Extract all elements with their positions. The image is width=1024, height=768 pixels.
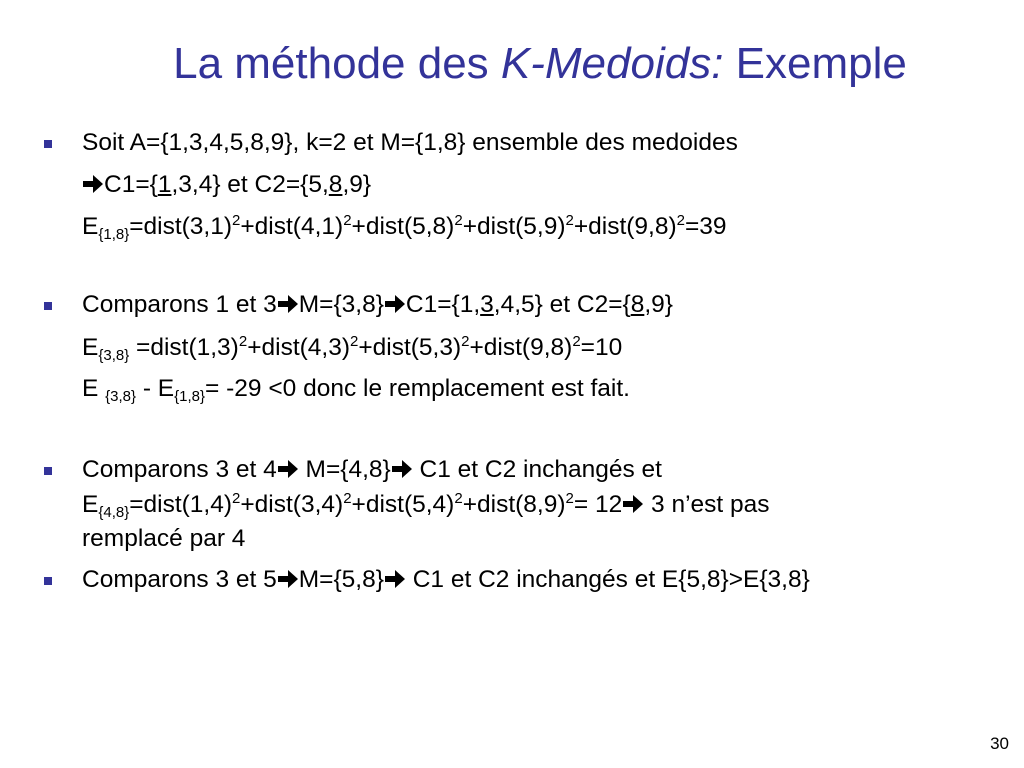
title-text-2: Exemple bbox=[723, 39, 907, 88]
superscript: 2 bbox=[350, 333, 359, 350]
right-arrow-icon bbox=[391, 458, 413, 480]
text: E bbox=[82, 213, 99, 240]
bullet-icon bbox=[44, 302, 52, 310]
underlined-medoid: 1 bbox=[157, 171, 172, 198]
text: = -29 <0 donc le remplacement est fait. bbox=[205, 375, 630, 402]
bullet-1-line-1: Soit A={1,3,4,5,8,9}, k=2 et M={1,8} ensemble des medoides bbox=[82, 129, 738, 156]
bullet-3-line-2 bbox=[82, 490, 770, 520]
superscript: 2 bbox=[238, 333, 248, 350]
bullet-icon bbox=[44, 467, 52, 475]
bullet-2-line-2 bbox=[82, 333, 622, 363]
text: +dist(4,3) bbox=[247, 334, 350, 361]
superscript: 2 bbox=[343, 212, 352, 229]
text: +dist(5,8) bbox=[351, 213, 455, 240]
text: Comparons 3 et 5 bbox=[82, 566, 277, 593]
text: +dist(8,9) bbox=[462, 491, 566, 518]
text: =10 bbox=[580, 334, 623, 361]
superscript: 2 bbox=[232, 212, 241, 229]
superscript: 2 bbox=[565, 212, 574, 229]
subscript: {1,8} bbox=[98, 226, 130, 243]
subscript: {4,8} bbox=[98, 504, 130, 521]
text: ,3,4} et C2={5, bbox=[171, 171, 329, 198]
bullet-4-line-1 bbox=[82, 565, 810, 595]
right-arrow-icon bbox=[384, 293, 406, 315]
text: - E bbox=[136, 375, 175, 402]
underlined-medoid: 3 bbox=[480, 291, 494, 318]
text: =dist(1,4) bbox=[129, 491, 233, 518]
superscript: 2 bbox=[343, 490, 352, 507]
right-arrow-icon bbox=[82, 173, 104, 195]
text: =dist(3,1) bbox=[129, 213, 233, 240]
bullet-1-line-2 bbox=[82, 170, 371, 200]
text: E bbox=[82, 491, 99, 518]
bullet-icon bbox=[44, 577, 52, 585]
text: +dist(5,3) bbox=[358, 334, 462, 361]
subscript: {3,8} bbox=[105, 388, 137, 405]
right-arrow-icon bbox=[384, 568, 406, 590]
superscript: 2 bbox=[676, 212, 685, 229]
text: +dist(3,4) bbox=[240, 491, 344, 518]
text: M={4,8} bbox=[298, 456, 391, 483]
title-text-1: La méthode des bbox=[173, 39, 501, 88]
bullet-3-line-3: remplacé par 4 bbox=[82, 525, 246, 552]
text: C1 et C2 inchangés et bbox=[412, 456, 662, 483]
superscript: 2 bbox=[565, 490, 574, 507]
superscript: 2 bbox=[461, 333, 470, 350]
text: +dist(9,8) bbox=[573, 213, 677, 240]
bullet-icon bbox=[44, 140, 52, 148]
text: +dist(4,1) bbox=[240, 213, 344, 240]
bullet-1-line-3 bbox=[82, 212, 727, 242]
text: =dist(1,3) bbox=[129, 334, 239, 361]
subscript: {1,8} bbox=[174, 388, 206, 405]
text: E bbox=[82, 334, 99, 361]
text: ,9} bbox=[342, 171, 372, 198]
superscript: 2 bbox=[454, 490, 463, 507]
text: = 12 bbox=[573, 491, 623, 518]
text: C1={1, bbox=[405, 291, 481, 318]
title-text-italic: K-Medoids: bbox=[500, 39, 724, 88]
superscript: 2 bbox=[232, 490, 241, 507]
text: E bbox=[82, 375, 106, 402]
text: +dist(5,4) bbox=[351, 491, 455, 518]
text: Comparons 3 et 4 bbox=[82, 456, 277, 483]
text: +dist(5,9) bbox=[462, 213, 566, 240]
bullet-2-line-3 bbox=[82, 374, 630, 404]
text: Comparons 1 et 3 bbox=[82, 291, 277, 318]
underlined-medoid: 8 bbox=[328, 171, 343, 198]
subscript: {3,8} bbox=[98, 347, 130, 364]
text: M={5,8} bbox=[298, 566, 384, 593]
text: ,4,5} et C2={ bbox=[493, 291, 631, 318]
underlined-medoid: 8 bbox=[630, 291, 645, 318]
text: ,9} bbox=[644, 291, 673, 318]
right-arrow-icon bbox=[622, 493, 644, 515]
bullet-3-line-1 bbox=[82, 455, 662, 485]
bullet-2-line-1 bbox=[82, 290, 673, 320]
text: =39 bbox=[685, 213, 727, 240]
text: M={3,8} bbox=[298, 291, 384, 318]
text: C1 et C2 inchangés et E{5,8}>E{3,8} bbox=[405, 566, 810, 593]
superscript: 2 bbox=[572, 333, 581, 350]
text: 3 n’est pas bbox=[644, 491, 770, 518]
text: +dist(9,8) bbox=[469, 334, 573, 361]
right-arrow-icon bbox=[277, 568, 299, 590]
right-arrow-icon bbox=[277, 458, 299, 480]
superscript: 2 bbox=[454, 212, 463, 229]
text: C1={ bbox=[104, 171, 158, 198]
page-number: 30 bbox=[990, 734, 1009, 753]
right-arrow-icon bbox=[277, 293, 299, 315]
